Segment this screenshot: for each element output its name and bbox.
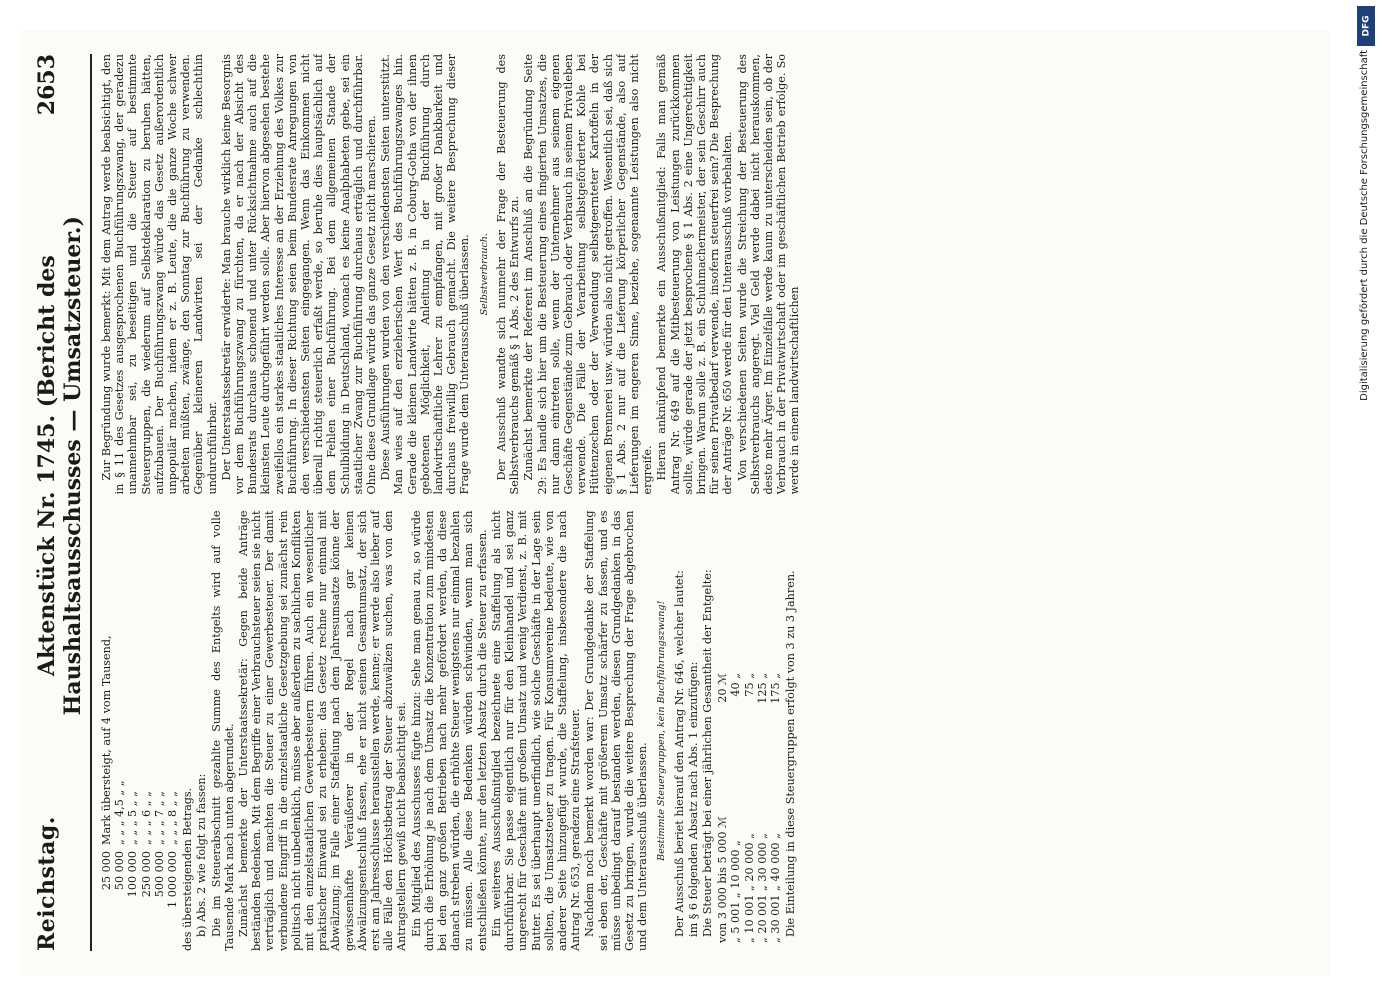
digitization-credit [1352, 20, 1378, 980]
section-heading: Bestimmte Steuergruppen, kein Buchführungszwang! [656, 600, 668, 861]
scanned-page [20, 30, 1330, 975]
tax-rate-table [100, 511, 179, 922]
column-left [100, 511, 1320, 952]
paragraph: Der Ausschuß beriet hierauf den Antrag Nr. 646, welcher lautet: [672, 570, 686, 937]
tax-group-table [716, 511, 782, 944]
paragraph: Von verschiedenen Seiten wurde die Streichung der Besteuerung des Selbstverbrauchs angeregt. Viel Geld werde dabei nicht herauskommen, desto mehr Ärger. Im Einzelfalle werde kaum zu unterscheiden sein, ob der Verbrauch in der Privatwirtschaft oder im geschäftlichen Betrieb erfolge. So werde in einem landwirtschaftlichen [735, 54, 802, 495]
table-row: „ 20 001 „ 30 000 „ 125 „ [755, 673, 769, 943]
header-left: Reichstag. [34, 816, 60, 951]
paragraph: Der Unterstaatssekretär erwiderte: Man brauche wirklich keine Besorgnis vor dem Buchführungszwang zu fürchten, da er nach der Absicht des Bundesrats durchaus schonend und unter Rücksichtnahme auch auf die kleinsten Leute durchgeführt werden solle. Aber hiervon abgesehen bestehe zweifellos ein starkes staatliches Interesse an der Erziehung des Volkes zur Buchführung. In dieser Richtung seien beim Bundesrate Anregungen von den verschiedensten Seiten eingegangen. Wenn das Einkommen nicht überall richtig steuerlich erfaßt werde, so beruhe dies hauptsächlich auf dem Fehlen einer Buchführung. Bei dem allgemeinen Stande der Schulbildung in Deutschland, wonach es keine Analphabeten gebe, sei ein staatlicher Zwang zur Buchführung durchaus erträglich und durchführbar. Ohne diese Grundlage würde das ganze Gesetz nicht marschieren. [219, 54, 379, 495]
dfg-logo: DFG [1357, 6, 1375, 46]
text-columns [100, 54, 1320, 951]
table-row: von 3 000 bis 5 000 ℳ 20 ℳ [716, 673, 730, 943]
table-row: 500 000 „ „ „ 7 „ „ [152, 791, 166, 898]
credit-text: Digitalisierung gefördert durch die Deutsche Forschungsgemeinschaft [1359, 50, 1370, 401]
paragraph: Nachdem noch bemerkt worden war: Der Grundgedanke der Staffelung sei eben der, Geschäfte mit größerem Umsatz schärfer zu fassen, und es müsse unbedingt darauf bestanden werden, diesen Grundgedanken in das Gesetz zu bringen, wurde die weitere Besprechung der Frage abgebrochen und dem Unterausschuß überlassen. [583, 510, 650, 951]
table-row: 25 000 Mark übersteigt, auf 4 vom Tausend, [100, 635, 113, 891]
paragraph: Zunächst bemerkte der Referent im Anschluß an die Begründung Seite 29: Es handle sich hier um die Besteuerung eines fingierten Umsatzes, die nur dann eintreten solle, wenn der Unternehmer aus seinem eigenen Geschäfte Gegenstände zum Gebrauch oder Verbrauch in seinem Privatleben verwende. Die Fälle der Verarbeitung selbstgeförderter Kohle bei Hüttenzechen oder der Verwendung selbstgeernteter Kartoffeln in der eigenen Brennerei usw. würden also nicht getroffen. Wesentlich sei, daß sich § 1 Abs. 2 nur auf die Lieferung körperlicher Gegenstände, also auf Lieferungen im engeren Sinne, beziehe, sogenannte Leistungen also nicht ergreife. [522, 54, 655, 495]
table-row: 50 000 „ „ „ 4,5 „ „ [113, 780, 127, 891]
paragraph: Zur Begründung wurde bemerkt: Mit dem Antrag werde beabsichtigt, den in § 11 des Gesetzes ausgesprochenen Buchführungszwang, der geradezu unannehmbar sei, zu beseitigen und die Steuer auf bestimmte Steuergruppen, die wiederum auf Selbstdeklaration zu beruhen hätten, aufzubauen. Der Buchführungszwang würde das Gesetz außerordentlich unpopulär machen, indem er z. B. Leute, die die ganze Woche schwer arbeiten müßten, zwänge, den Sonntag zur Buchführung zu verwenden. Gegenüber kleineren Landwirten sei der Gedanke schlechthin undurchführbar. [100, 54, 219, 495]
paragraph: des übersteigenden Betrags. [181, 787, 195, 951]
paragraph: Die Steuer beträgt bei einer jährlichen Gesamtheit der Entgelte: [700, 569, 714, 937]
paragraph: im § 6 folgenden Absatz nach Abs. 1 einzufügen: [686, 661, 700, 937]
table-row: „ 5 001 „ 10 000 „ 40 „ [729, 673, 743, 943]
table-row: „ 10 001 „ 20 000 „ 75 „ [742, 673, 756, 943]
paragraph: Die im Steuerabschnitt gezahlte Summe des Entgelts wird auf volle Tausende Mark nach unten abgerundet. [209, 510, 236, 951]
header-title: Aktenstück Nr. 1745. (Bericht des Haushaltsausschusses — Umsatzsteuer.) [34, 215, 86, 716]
paragraph: Ein Mitglied des Ausschusses fügte hinzu: Sehe man genau zu, so würde durch die Erhöhung je nach dem Umsatz die Konzentration zum mindesten bei den ganz großen Betrieben nach mehr gefördert werden, da diese danach streben würden, die erhöhte Steuer wenigstens nur einmal bezahlen zu müssen. Alle diese Bedenken würden schwinden, wenn man sich entschließen könnte, nur den letzten Absatz durch die Steuer zu erfassen. [409, 510, 489, 951]
paragraph: Ein weiteres Ausschußmitglied bezeichnete eine Staffelung als nicht durchführbar. Sie passe eigentlich nur für den Kleinhandel und sei ganz ungerecht für Geschäfte mit großem Umsatz und wenig Verdienst, z. B. mit Butter. Es sei überhaupt unerfindlich, wie solche Geschäfte in der Lage sein sollten, die Umsatzsteuer zu tragen. Für Konsumvereine bedeute, wie von anderer Seite hinzugefügt wurde, die Staffelung, insbesondere die nach Antrag Nr. 653, geradezu eine Strafsteuer. [489, 510, 583, 951]
page-number: 2653 [34, 54, 60, 116]
table-row: „ 30 001 „ 40 000 „ 175 „ [768, 673, 782, 943]
paragraph: b) Abs. 2 wie folgt zu fassen: [195, 773, 209, 937]
paragraph: Zunächst bemerkte der Unterstaatssekretär: Gegen beide Anträge beständen Bedenken. Mit dem Begriffe einer Verbrauchsteuer seien sie nicht verträglich und machten die Steuer zu einer Gewerbesteuer. Der damit verbundene Eingriff in die einzelstaatliche Gesetzgebung sei zunächst rein politisch nicht unbedenklich, müsse aber außerdem zu sachlichen Konflikten mit den einzelstaatlichen Gewerbesteuern führen. Auch ein wesentlicher praktischer Einwand sei zu erheben: das Gesetz rechne nur einmal mit Abwälzung; im Falle einer Staffelung nach dem Jahresumsatze könne der gewissenhafte Veräußerer in der Regel nach gar keinen Abwälzungsentschluß fassen, ehe er nicht seinen Gesamtumsatz, der sich erst am Jahresschlusse herausstellen werde, kenne; er werde also lieber auf alle Fälle den Höchstbetrag der Steuer abzuwälzen suchen, was von den Antragstellern gewiß nicht beabsichtigt sei. [237, 510, 409, 951]
paragraph: Die Einteilung in diese Steuergruppen erfolgt von 3 zu 3 Jahren. [784, 570, 798, 937]
paragraph: Hieran anknüpfend bemerkte ein Ausschußmitglied: Falls man gemäß Antrag Nr. 649 auf die Mitbesteuerung von Leistungen zurückkommen sollte, würde gerade der jetzt besprochene § 1 Abs. 2 eine Ungerechtigkeit bringen. Warum solle z. B. ein Schuhmachermeister, der sein Geschirr auch für seinen Privatbedarf verwende, insofern steuerfrei sein? Die Besprechung der Anträge Nr. 650 werde für den Unterausschuß vorbehalten. [655, 54, 735, 495]
paragraph: Diese Ausführungen wurden von den verschiedensten Seiten unterstützt. Man wies auf den erzieherischen Wert des Buchführungszwanges hin. Gerade die kleinen Landwirte hätten z. B. in Coburg-Gotha von der ihnen gebotenen Möglichkeit, Anleitung in der Buchführung durch landwirtschaftliche Lehrer zu empfangen, mit großer Dankbarkeit und durchaus freiwillig Gebrauch gemacht. Die weitere Besprechung dieser Frage wurde dem Unterausschuß überlassen. [379, 54, 472, 495]
table-row: 1 000 000 „ „ „ 8 „ „ [166, 791, 180, 908]
rotated-page-content [20, 30, 1330, 975]
paragraph: Der Ausschuß wandte sich nunmehr der Frage der Besteuerung des Selbstverbrauchs gemäß § 1 Abs. 2 des Entwurfs zu. [494, 54, 522, 495]
page-header [34, 54, 92, 951]
column-right [100, 54, 1320, 495]
section-heading: Selbstverbrauch. [478, 233, 490, 316]
table-row: 100 000 „ „ „ 5 „ „ [126, 791, 140, 898]
table-row: 250 000 „ „ „ 6 „ „ [139, 791, 153, 898]
